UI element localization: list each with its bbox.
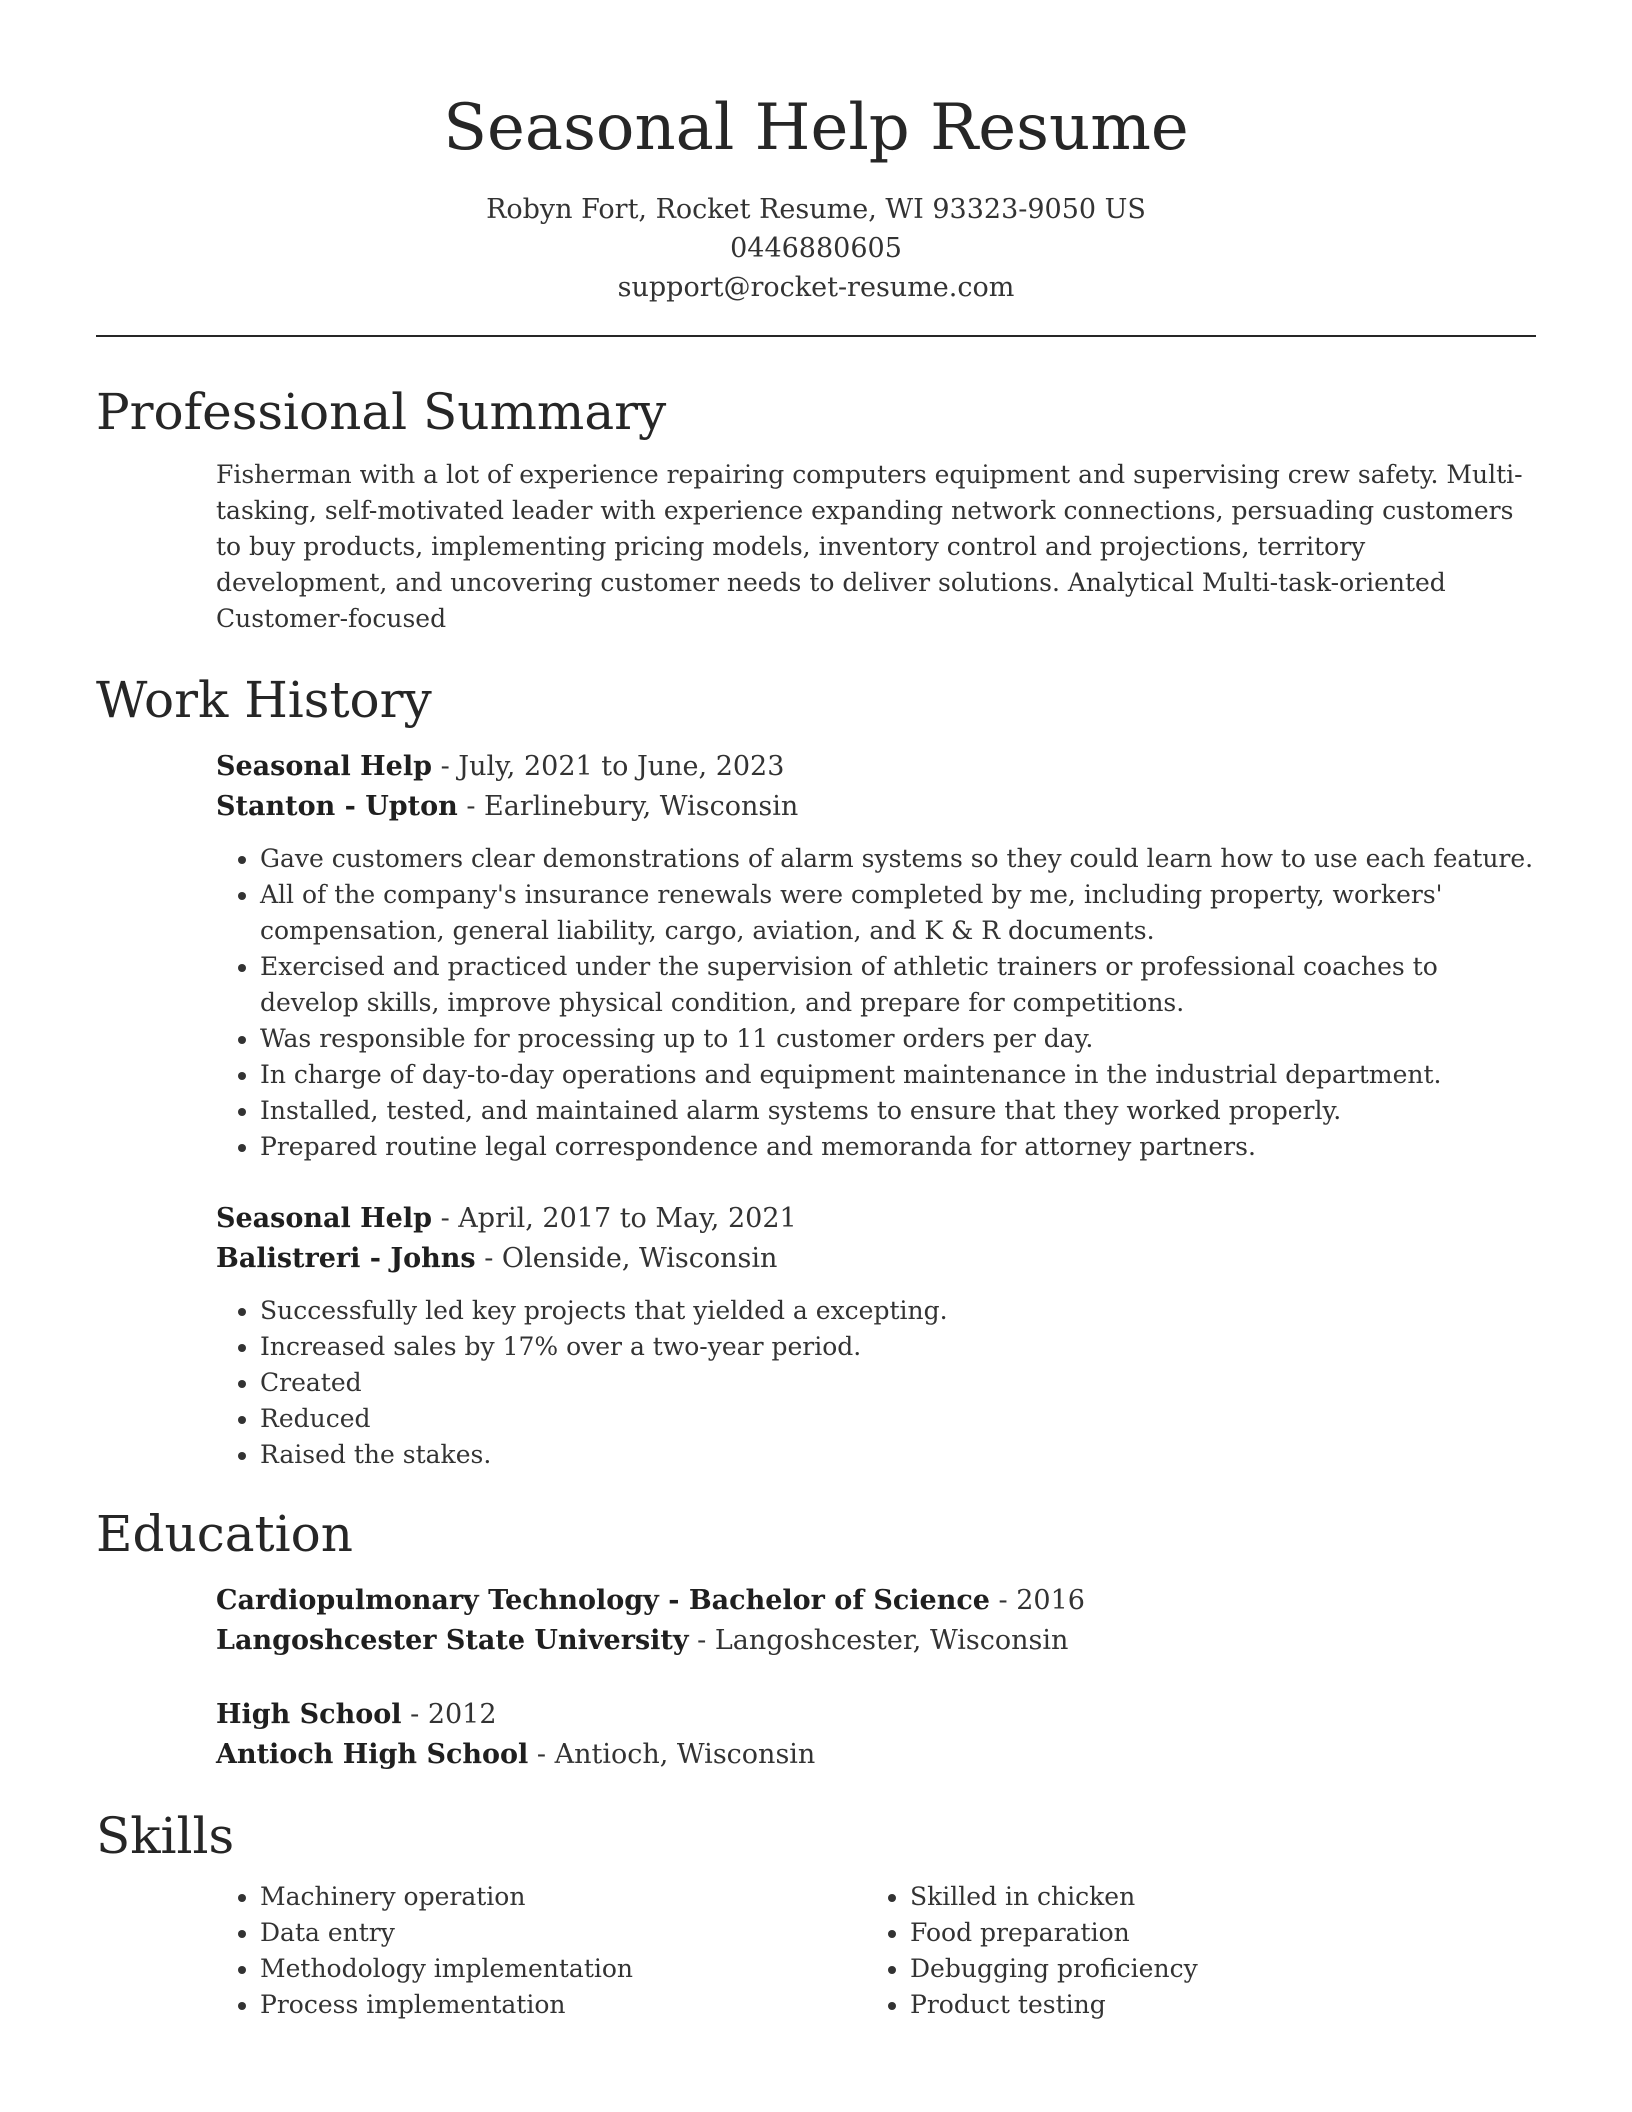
contact-phone: 0446880605	[730, 233, 902, 264]
work-history-section	[96, 665, 1536, 1473]
skill-item: • Process implementation	[260, 1987, 866, 2023]
skills-grid	[216, 1879, 1536, 2023]
education-school: Antioch High School	[216, 1739, 529, 1770]
skill-item: • Data entry	[260, 1915, 866, 1951]
job-bullet: • Raised the stakes.	[260, 1437, 1536, 1473]
work-history-heading: Work History	[96, 671, 432, 729]
job-title: Seasonal Help	[216, 1203, 432, 1234]
job-entry	[216, 747, 1536, 1165]
education-body	[216, 1581, 1536, 1775]
education-degree: High School	[216, 1699, 402, 1730]
education-section	[96, 1499, 1536, 1775]
education-degree: Cardiopulmonary Technology - Bachelor of Science	[216, 1585, 990, 1616]
job-title-line	[216, 1199, 1536, 1239]
job-company-line	[216, 787, 1536, 827]
skills-heading: Skills	[96, 1807, 235, 1865]
job-bullet: • Gave customers clear demonstrations of alarm systems so they could learn how to use each feature.	[260, 841, 1536, 877]
job-bullet: • Created	[260, 1365, 1536, 1401]
job-bullets	[216, 1293, 1536, 1473]
job-title-line	[216, 747, 1536, 787]
education-location: - Antioch, Wisconsin	[528, 1739, 816, 1770]
contact-info	[96, 190, 1536, 307]
job-location: - Earlinebury, Wisconsin	[457, 791, 799, 822]
education-year: - 2016	[989, 1585, 1085, 1616]
job-bullet: • In charge of day-to-day operations and equipment maintenance in the industrial department.	[260, 1057, 1536, 1093]
resume-title: Seasonal Help Resume	[443, 91, 1189, 165]
resume-header	[96, 0, 1536, 307]
skill-item: • Methodology implementation	[260, 1951, 866, 1987]
contact-email: support@rocket-resume.com	[617, 272, 1015, 303]
summary-text: Fisherman with a lot of experience repairing computers equipment and supervising crew safety. Multi-tasking, self-motivated leader with experience expanding network connections, persuading customers to buy products, implementing pricing models, inventory control and projections, territory development, and uncovering customer needs to deliver solutions. Analytical Multi-task-oriented Customer-focused	[216, 460, 1523, 633]
skills-section	[96, 1801, 1536, 2023]
job-bullet: • Reduced	[260, 1401, 1536, 1437]
job-bullet: • Was responsible for processing up to 11 customer orders per day.	[260, 1021, 1536, 1057]
education-school-line	[216, 1621, 1536, 1661]
skill-item: • Product testing	[910, 1987, 1516, 2023]
job-company: Stanton - Upton	[216, 791, 458, 822]
job-dates: - July, 2021 to June, 2023	[432, 751, 785, 782]
skills-column-right	[866, 1879, 1516, 2023]
job-dates: - April, 2017 to May, 2021	[432, 1203, 797, 1234]
job-entry	[216, 1199, 1536, 1473]
skills-body	[216, 1879, 1536, 2023]
contact-address: Robyn Fort, Rocket Resume, WI 93323-9050 US	[486, 194, 1146, 225]
job-title: Seasonal Help	[216, 751, 432, 782]
education-degree-line	[216, 1695, 1536, 1735]
education-location: - Langoshcester, Wisconsin	[688, 1625, 1069, 1656]
education-entry	[216, 1695, 1536, 1775]
job-company-line	[216, 1239, 1536, 1279]
education-school-line	[216, 1735, 1536, 1775]
job-bullet: • Increased sales by 17% over a two-year period.	[260, 1329, 1536, 1365]
job-bullet: • Exercised and practiced under the supervision of athletic trainers or professional coaches to develop skills, improve physical condition, and prepare for competitions.	[260, 949, 1536, 1021]
education-entry	[216, 1581, 1536, 1661]
job-company: Balistreri - Johns	[216, 1243, 476, 1274]
skills-column-left	[216, 1879, 866, 2023]
header-divider	[96, 335, 1536, 337]
summary-heading: Professional Summary	[96, 383, 667, 441]
education-degree-line	[216, 1581, 1536, 1621]
summary-section	[96, 377, 1536, 637]
job-bullet: • Installed, tested, and maintained alarm systems to ensure that they worked properly.	[260, 1093, 1536, 1129]
job-bullets	[216, 841, 1536, 1165]
skill-item: • Machinery operation	[260, 1879, 866, 1915]
job-bullet: • Prepared routine legal correspondence and memoranda for attorney partners.	[260, 1129, 1536, 1165]
job-bullet: • All of the company's insurance renewals were completed by me, including property, workers' compensation, general liability, cargo, aviation, and K & R documents.	[260, 877, 1536, 949]
education-heading: Education	[96, 1505, 353, 1563]
skill-item: • Debugging proficiency	[910, 1951, 1516, 1987]
skill-item: • Skilled in chicken	[910, 1879, 1516, 1915]
job-bullet: • Successfully led key projects that yielded a excepting.	[260, 1293, 1536, 1329]
job-location: - Olenside, Wisconsin	[475, 1243, 778, 1274]
education-year: - 2012	[401, 1699, 497, 1730]
skill-item: • Food preparation	[910, 1915, 1516, 1951]
education-school: Langoshcester State University	[216, 1625, 689, 1656]
work-history-body	[216, 747, 1536, 1473]
